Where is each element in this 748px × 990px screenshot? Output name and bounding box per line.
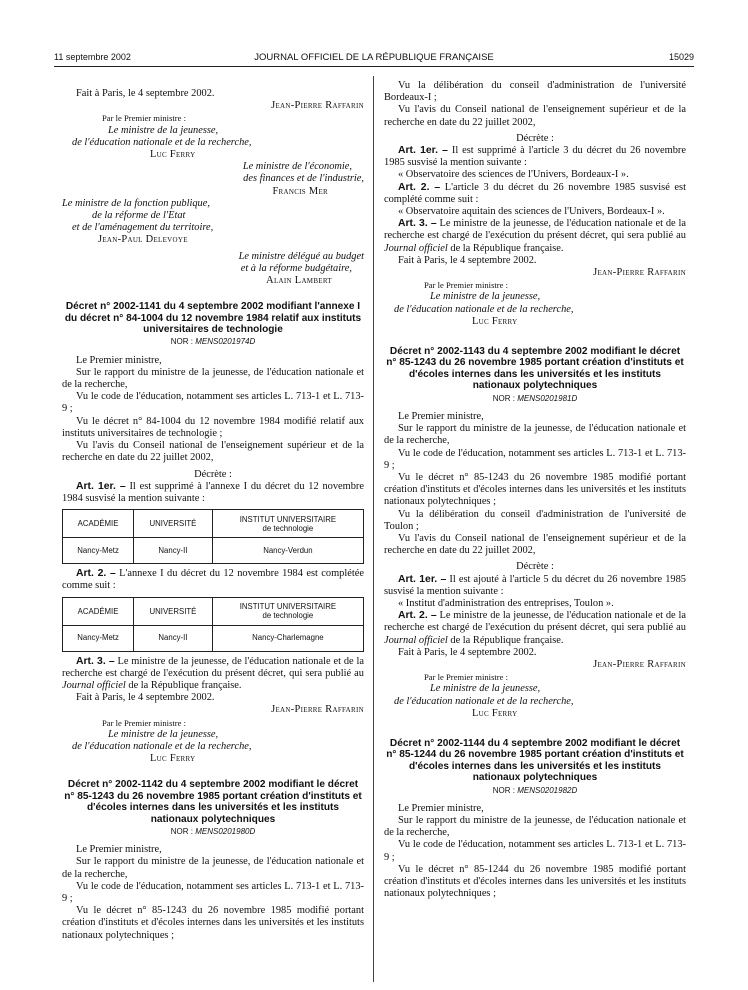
paragraph: Le Premier ministre,: [76, 844, 162, 856]
paragraph: Vu le décret n° 85-1244 du 26 novembre 1985 modifié portant création d'instituts et d'écoles internes dans les universités et les instituts nationaux polytechniques ;: [384, 863, 686, 900]
signature-minister: Luc Ferry: [150, 149, 196, 161]
article: Art. 2. – L'article 3 du décret du 26 novembre 1985 susvisé est complété comme suit :: [384, 181, 686, 205]
header-page-number: 15029: [668, 52, 694, 62]
signature-pm: Jean-Pierre Raffarin: [593, 267, 686, 279]
table-cell: Nancy-Charlemagne: [212, 625, 363, 651]
minister-line: et de l'aménagement du territoire,: [72, 222, 214, 234]
minister-line: de l'éducation nationale et de la recherche,: [394, 303, 574, 315]
nor-reference: NOR : MENS0201981D: [492, 393, 578, 403]
minister-line: Le ministre de la fonction publique,: [62, 197, 210, 209]
minister-line: Le ministre de la jeunesse,: [430, 291, 541, 303]
minister-line: de l'éducation nationale et de la recherche,: [72, 136, 252, 148]
paragraph: Le Premier ministre,: [76, 354, 162, 366]
table-header: INSTITUT UNIVERSITAIRE de technologie: [212, 597, 363, 625]
paragraph: Vu le décret n° 84-1004 du 12 novembre 1984 modifié relatif aux instituts universitaires de technologie ;: [62, 415, 364, 439]
nor-reference: NOR : MENS0201982D: [492, 785, 578, 795]
minister-line: Le ministre de l'économie,: [242, 161, 352, 173]
header-date: 11 septembre 2002: [54, 52, 131, 62]
signature-minister: Luc Ferry: [472, 707, 518, 719]
table-cell: Nancy-Metz: [63, 538, 134, 564]
header-journal-title: JOURNAL OFFICIEL DE LA RÉPUBLIQUE FRANÇAISE: [254, 52, 494, 63]
decree-title: Décret n° 2002-1143 du 4 septembre 2002 modifiant le décret n° 85-1243 du 26 novembre 1985 portant création d'instituts et d'écoles internes dans les universités et les instituts nationaux polytechniques: [386, 346, 684, 392]
table-cell: Nancy-Metz: [63, 625, 134, 651]
paragraph: Sur le rapport du ministre de la jeunesse, de l'éducation nationale et de la recherche,: [62, 856, 364, 880]
article: Art. 2. – Le ministre de la jeunesse, de l'éducation nationale et de la recherche est chargé de l'exécution du présent décret, qui sera publié au Journal officiel de la République française.: [384, 610, 686, 646]
signature-minister: Luc Ferry: [150, 753, 196, 765]
paragraph: Vu le code de l'éducation, notamment ses articles L. 713-1 et L. 713-9 ;: [62, 391, 364, 415]
decree-title: Décret n° 2002-1144 du 4 septembre 2002 modifiant le décret n° 85-1244 du 26 novembre 1985 portant création d'instituts et d'écoles internes dans les universités et les instituts nationaux polytechniques: [386, 737, 684, 784]
paragraph: Vu le décret n° 85-1243 du 26 novembre 1985 modifié portant création d'instituts et d'écoles internes dans les universités et les instituts nationaux polytechniques ;: [62, 905, 364, 941]
header-rule: [54, 66, 694, 67]
table-cell: Nancy-II: [134, 538, 213, 564]
paragraph: Vu le code de l'éducation, notamment ses articles L. 713-1 et L. 713-9 ;: [62, 880, 364, 904]
signature-minister: Francis Mer: [272, 185, 328, 197]
signature-minister: Luc Ferry: [472, 315, 518, 327]
quote: « Observatoire aquitain des sciences de l'Univers, Bordeaux-I ».: [398, 206, 665, 218]
paragraph: Sur le rapport du ministre de la jeunesse, de l'éducation nationale et de la recherche,: [62, 366, 364, 391]
column-divider: [373, 76, 374, 982]
minister-line: Le ministre de la jeunesse,: [430, 683, 541, 695]
paragraph: Vu la délibération du conseil d'administration de l'université de Toulon ;: [384, 508, 686, 532]
minister-line: Le ministre de la jeunesse,: [108, 124, 219, 136]
signature-minister: Alain Lambert: [266, 275, 332, 287]
paragraph: Le Premier ministre,: [398, 410, 484, 422]
signature-pm: Jean-Pierre Raffarin: [271, 704, 364, 716]
quote: « Institut d'administration des entreprises, Toulon ».: [398, 597, 614, 609]
article: Art. 1er. – Il est supprimé à l'annexe I du décret du 12 novembre 1984 susvisé la mention suivante :: [62, 480, 364, 504]
minister-line: de l'éducation nationale et de la recherche,: [394, 695, 574, 707]
article: Art. 1er. – Il est supprimé à l'article 3 du décret du 26 novembre 1985 susvisé la mention suivante :: [384, 145, 686, 169]
right-column: [384, 80, 686, 900]
article: Art. 3. – Le ministre de la jeunesse, de l'éducation nationale et de la recherche est chargé de l'exécution du présent décret, qui sera publié au Journal officiel de la République française.: [384, 218, 686, 254]
signature-pm: Jean-Pierre Raffarin: [593, 658, 686, 670]
paragraph: Vu l'avis du Conseil national de l'enseignement supérieur et de la recherche en date du 22 juillet 2002,: [384, 104, 686, 128]
decree-title: Décret n° 2002-1141 du 4 septembre 2002 modifiant l'annexe I du décret n° 84-1004 du 12 novembre 1984 relatif aux instituts universitaires de technologie: [64, 301, 362, 336]
minister-line: de l'éducation nationale et de la recherche,: [72, 740, 252, 752]
table-cell: Nancy-II: [134, 625, 213, 651]
done-at: Fait à Paris, le 4 septembre 2002.: [398, 254, 537, 266]
minister-line: Le ministre de la jeunesse,: [108, 728, 219, 740]
page-header: [54, 52, 694, 66]
signature-minister: Jean-Paul Delevoye: [98, 234, 188, 246]
table-cell: Nancy-Verdun: [212, 538, 363, 564]
pm-label: Par le Premier ministre :: [102, 717, 187, 728]
left-column: [62, 88, 364, 942]
paragraph: Sur le rapport du ministre de la jeunesse, de l'éducation nationale et de la recherche,: [384, 423, 686, 447]
paragraph: Sur le rapport du ministre de la jeunesse, de l'éducation nationale et de la recherche,: [384, 815, 686, 839]
annex-table-removed: [62, 509, 364, 564]
pm-label: Par le Premier ministre :: [424, 672, 509, 683]
annex-table-added: [62, 597, 364, 652]
signature-pm: Jean-Pierre Raffarin: [271, 100, 364, 112]
decrete: Décrète :: [516, 561, 554, 573]
paragraph: Vu l'avis du Conseil national de l'enseignement supérieur et de la recherche en date du 22 juillet 2002,: [62, 440, 364, 464]
paragraph: Vu le code de l'éducation, notamment ses articles L. 713-1 et L. 713-9 ;: [384, 447, 686, 471]
pm-label: Par le Premier ministre :: [102, 113, 187, 124]
paragraph: Vu le décret n° 85-1243 du 26 novembre 1985 modifié portant création d'instituts et d'écoles internes dans les universités et les instituts nationaux polytechniques ;: [384, 471, 686, 508]
quote: « Observatoire des sciences de l'Univers, Bordeaux-I ».: [398, 169, 629, 181]
minister-line: et à la réforme budgétaire,: [240, 262, 352, 274]
done-at: Fait à Paris, le 4 septembre 2002.: [398, 646, 537, 658]
done-at: Fait à Paris, le 4 septembre 2002.: [76, 692, 215, 704]
nor-reference: NOR : MENS0201974D: [170, 337, 256, 347]
done-at: Fait à Paris, le 4 septembre 2002.: [76, 88, 215, 99]
table-header: ACADÉMIE: [63, 597, 134, 625]
table-header: ACADÉMIE: [63, 510, 134, 538]
pm-label: Par le Premier ministre :: [424, 280, 509, 291]
paragraph: Vu la délibération du conseil d'administration de l'université Bordeaux-I ;: [384, 80, 686, 104]
minister-line: Le ministre délégué au budget: [238, 250, 364, 262]
paragraph: Vu le code de l'éducation, notamment ses articles L. 713-1 et L. 713-9 ;: [384, 839, 686, 863]
table-header: UNIVERSITÉ: [134, 597, 213, 625]
article: Art. 2. – L'annexe I du décret du 12 novembre 1984 est complétée comme suit :: [62, 568, 364, 592]
minister-line: de la réforme de l'Etat: [92, 210, 186, 222]
nor-reference: NOR : MENS0201980D: [170, 826, 256, 836]
article: Art. 3. – Le ministre de la jeunesse, de l'éducation nationale et de la recherche est chargé de l'exécution du présent décret, qui sera publié au Journal officiel de la République française.: [62, 655, 364, 691]
minister-line: des finances et de l'industrie,: [243, 173, 364, 185]
paragraph: Vu l'avis du Conseil national de l'enseignement supérieur et de la recherche en date du 22 juillet 2002,: [384, 532, 686, 557]
table-header: INSTITUT UNIVERSITAIRE de technologie: [212, 510, 363, 538]
decree-title: Décret n° 2002-1142 du 4 septembre 2002 modifiant le décret n° 85-1243 du 26 novembre 1985 portant création d'instituts et d'écoles internes dans les universités et les instituts nationaux polytechniques: [64, 779, 362, 825]
article: Art. 1er. – Il est ajouté à l'article 5 du décret du 26 novembre 1985 susvisé la mention suivante :: [384, 573, 686, 597]
decrete: Décrète :: [194, 468, 232, 480]
table-header: UNIVERSITÉ: [134, 510, 213, 538]
paragraph: Le Premier ministre,: [398, 802, 484, 814]
decrete: Décrète :: [516, 132, 554, 144]
